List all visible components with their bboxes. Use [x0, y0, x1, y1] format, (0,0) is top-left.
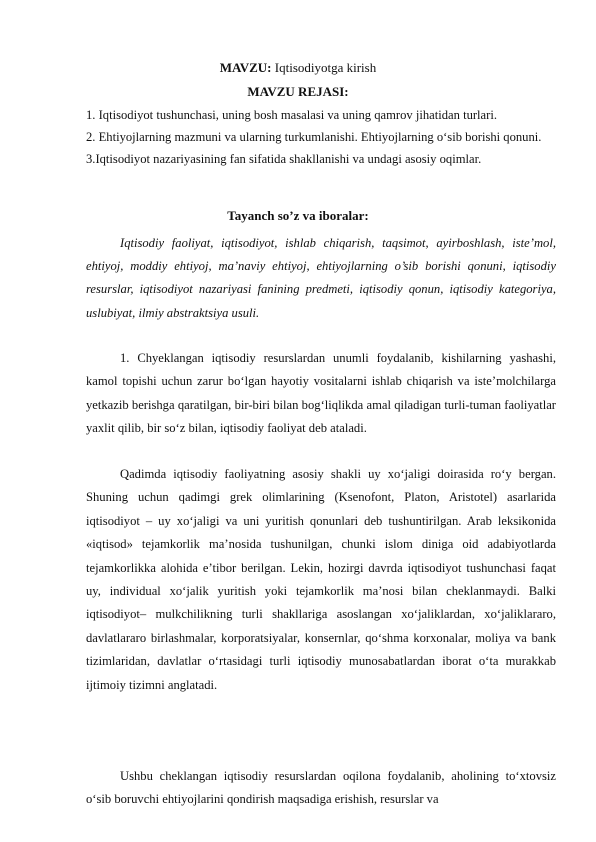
body-paragraph-2: Qadimda iqtisodiy faoliyatning asosiy shakli uy xo‘jaligi doirasida ro‘y bergan. Shuning uchun qadimgi grek olimlarining (Ksenofont, Platon, Aristotel) asarlarida iqtisodiyot – uy xo‘jaligi va uni yuritish qonunlari deb tushuntirilgan. Arab leksikonida «iqtisod» tejamkorlik ma’nosida tushunilgan, chunki islom diniga oid adabiyotlarda tejamkorlikka alohida e’tibor berilgan. Lekin, hozirgi davrda iqtisodiyot tushunchasi faqat uy, individual xo‘jalik yuritish yoki tejamkorlik ma’nosi bilan cheklanmaydi. Balki iqtisodiyot– mulkchilikning turli shakllariga asoslangan xo‘jaliklardan, xo‘jaliklararo, davlatlararo birlashmalar, korporatsiyalar, konsernlar, qo‘shma korxonalar, moliya va bank tizimlaridan, davlatlar o‘rtasidagi turli iqtisodiy munosabatlardan iborat o‘ta murakkab ijtimoiy tizimni anglatadi. [86, 467, 556, 692]
plan-item-1: 1. Iqtisodiyot tushunchasi, uning bosh masalasi va uning qamrov jihatidan turlari. [86, 108, 497, 122]
plan-heading: MAVZU REJASI: [247, 84, 349, 99]
body-paragraph-3: Ushbu cheklangan iqtisodiy resurslardan oqilona foydalanib, aholining to‘xtovsiz o‘sib boruvchi ehtiyojlarini qondirish maqsadiga erishish, resurslar va [86, 769, 556, 807]
plan-list [86, 104, 556, 170]
keywords-heading: Tayanch so’z va iboralar: [227, 208, 369, 223]
topic-name: Iqtisodiyotga kirish [271, 60, 377, 75]
plan-item-2: 2. Ehtiyojlarning mazmuni va ularning turkumlanishi. Ehtiyojlarning o‘sib borishi qonuni. [86, 130, 542, 144]
topic-title [0, 60, 596, 76]
topic-label: MAVZU: [219, 60, 272, 75]
body-paragraph-1: 1. Chyeklangan iqtisodiy resurslardan unumli foydalanib, kishilarning yashashi, kamol topishi uchun zarur bo‘lgan hayotiy vositalarni ishlab chiqarish va iste’molchilarga yetkazib berishga qaratilgan, bir-biri bilan bog‘liqlikda amal qiladigan turli-tuman faoliyatlar yaxlit qilib, bir so‘z bilan, iqtisodiy faoliyat deb ataladi. [86, 351, 556, 436]
keywords-text: Iqtisodiy faoliyat, iqtisodiyot, ishlab chiqarish, taqsimot, ayirboshlash, iste’mol, ehtiyoj, moddiy ehtiyoj, ma’naviy ehtiyoj, ehtiyojlarning o’sib borishi qonuni, iqtisodiy resurslar, iqtisodiyot nazariyasi fanining predmeti, iqtisodiy qonun, iqtisodiy kategoriya, uslubiyat, ilmiy abstraktsiya usuli. [86, 236, 556, 320]
plan-item-3: 3.Iqtisodiyot nazariyasining fan sifatida shakllanishi va undagi asosiy oqimlar. [86, 152, 482, 166]
